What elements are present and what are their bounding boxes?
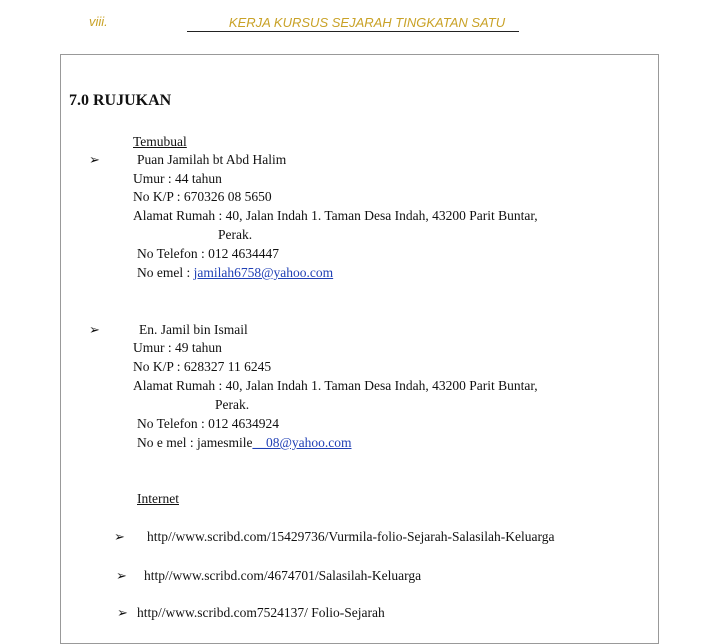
- section-title: 7.0 RUJUKAN: [69, 92, 172, 109]
- bullet-arrow-icon: ➢: [114, 529, 125, 544]
- person1-email-row: [137, 264, 333, 281]
- bullet-arrow-icon: ➢: [117, 605, 128, 620]
- person1-phone: No Telefon : 012 4634447: [137, 246, 280, 261]
- person2-address-line1: Alamat Rumah : 40, Jalan Indah 1. Taman Desa Indah, 43200 Parit Buntar,: [133, 378, 538, 393]
- internet-heading: Internet: [137, 491, 179, 506]
- person2-phone: No Telefon : 012 4634924: [137, 416, 280, 431]
- person2-name: En. Jamil bin Ismail: [139, 322, 248, 337]
- internet-link-2[interactable]: http//www.scribd.com/4674701/Salasilah-Keluarga: [144, 568, 422, 583]
- page-number: viii.: [89, 14, 108, 29]
- internet-link-1[interactable]: http//www.scribd.com/15429736/Vurmila-folio-Sejarah-Salasilah-Keluarga: [147, 529, 555, 544]
- person1-address-line1: Alamat Rumah : 40, Jalan Indah 1. Taman Desa Indah, 43200 Parit Buntar,: [133, 208, 538, 223]
- person1-ic: No K/P : 670326 08 5650: [133, 189, 272, 204]
- person2-address-line2: Perak.: [215, 397, 250, 412]
- person1-email-link[interactable]: jamilah6758@yahoo.com: [193, 265, 334, 280]
- person2-ic: No K/P : 628327 11 6245: [133, 359, 272, 374]
- person2-email-link[interactable]: __08@yahoo.com: [252, 435, 352, 450]
- person2-email-row: [137, 434, 352, 451]
- person2-email-label: No e mel : jamesmile: [137, 435, 253, 450]
- person2-age: Umur : 49 tahun: [133, 340, 222, 355]
- bullet-arrow-icon: ➢: [89, 152, 100, 167]
- person1-name: Puan Jamilah bt Abd Halim: [137, 152, 287, 167]
- document-header-title: KERJA KURSUS SEJARAH TINGKATAN SATU: [187, 14, 519, 32]
- bullet-arrow-icon: ➢: [116, 568, 127, 583]
- interview-heading: Temubual: [133, 134, 187, 149]
- person1-address-line2: Perak.: [218, 227, 253, 242]
- bullet-arrow-icon: ➢: [89, 322, 100, 337]
- person1-age: Umur : 44 tahun: [133, 171, 222, 186]
- person1-email-label: No emel :: [137, 265, 194, 280]
- internet-link-3[interactable]: http//www.scribd.com7524137/ Folio-Sejarah: [137, 605, 385, 620]
